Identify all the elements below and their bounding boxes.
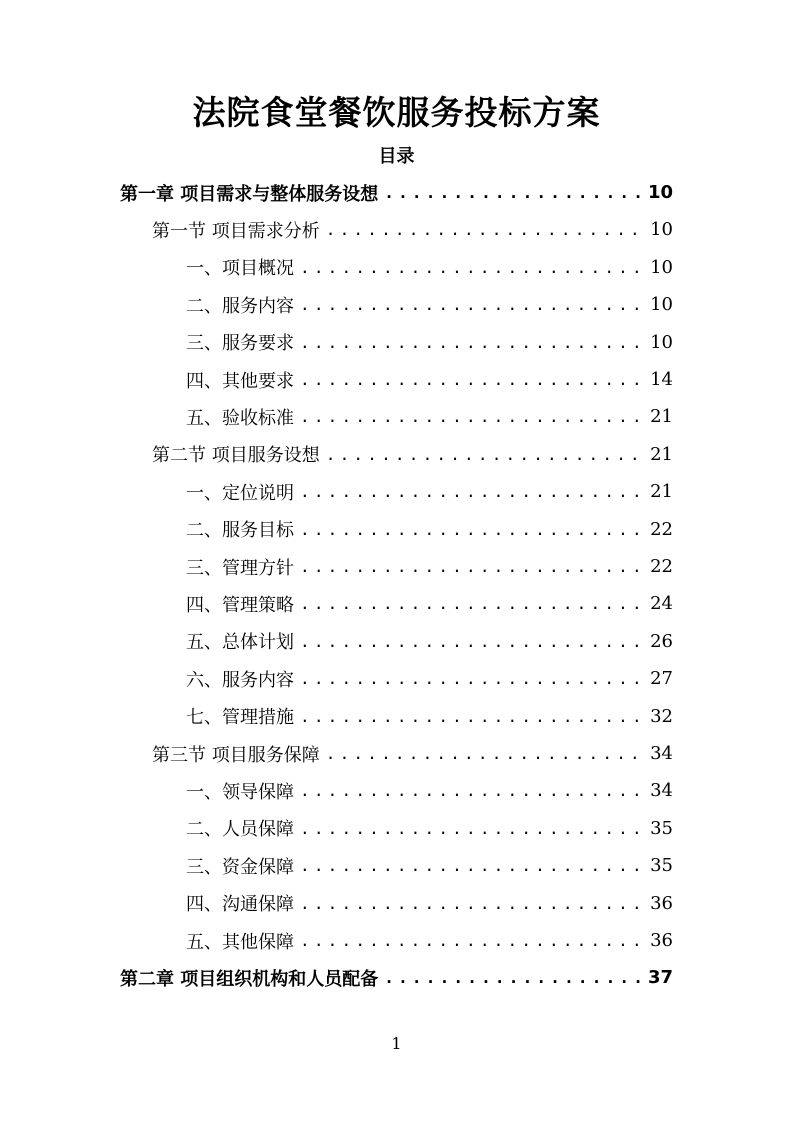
toc-entry-label: 第一章 项目需求与整体服务设想 bbox=[120, 183, 379, 205]
toc-entry-label: 五、总体计划 bbox=[186, 632, 294, 654]
toc-entry-page-number: 22 bbox=[650, 518, 673, 540]
toc-entry-label: 五、其他保障 bbox=[186, 931, 294, 953]
toc-subsection-entry[interactable] bbox=[186, 660, 673, 697]
toc-dot-leader bbox=[300, 819, 644, 838]
toc-entry-label: 六、服务内容 bbox=[186, 669, 294, 691]
toc-dot-leader bbox=[326, 220, 644, 239]
toc-chapter-entry[interactable] bbox=[120, 959, 673, 996]
toc-dot-leader bbox=[300, 931, 644, 950]
toc-subsection-entry[interactable] bbox=[186, 249, 673, 286]
toc-dot-leader bbox=[300, 520, 644, 539]
toc-subsection-entry[interactable] bbox=[186, 398, 673, 435]
toc-entry-page-number: 24 bbox=[650, 593, 673, 615]
toc-subsection-entry[interactable] bbox=[186, 847, 673, 884]
toc-entry-label: 四、其他要求 bbox=[186, 370, 294, 392]
toc-dot-leader bbox=[300, 894, 644, 913]
toc-entry-label: 四、沟通保障 bbox=[186, 894, 294, 916]
toc-entry-label: 三、资金保障 bbox=[186, 856, 294, 878]
toc-entry-label: 第二节 项目服务设想 bbox=[152, 445, 320, 467]
toc-subsection-entry[interactable] bbox=[186, 361, 673, 398]
toc-dot-leader bbox=[300, 333, 644, 352]
toc-dot-leader bbox=[300, 632, 644, 651]
toc-entry-page-number: 10 bbox=[647, 182, 673, 203]
toc-subsection-entry[interactable] bbox=[186, 885, 673, 922]
toc-entry-label: 一、领导保障 bbox=[186, 781, 294, 803]
toc-dot-leader bbox=[384, 183, 642, 202]
toc-section-entry[interactable] bbox=[152, 436, 673, 473]
toc-entry-label: 三、服务要求 bbox=[186, 333, 294, 355]
toc-subsection-entry[interactable] bbox=[186, 623, 673, 660]
toc-entry-label: 二、人员保障 bbox=[186, 819, 294, 841]
toc-entry-page-number: 27 bbox=[650, 668, 673, 690]
toc-section-entry[interactable] bbox=[152, 735, 673, 772]
toc-subsection-entry[interactable] bbox=[186, 810, 673, 847]
toc-entry-page-number: 36 bbox=[650, 892, 673, 914]
toc-entry-page-number: 34 bbox=[650, 780, 673, 802]
toc-section-entry[interactable] bbox=[152, 211, 673, 248]
toc-subsection-entry[interactable] bbox=[186, 585, 673, 622]
toc-entry-label: 一、定位说明 bbox=[186, 482, 294, 504]
toc-subsection-entry[interactable] bbox=[186, 511, 673, 548]
document-title: 法院食堂餐饮服务投标方案 bbox=[192, 93, 601, 132]
toc-entry-page-number: 34 bbox=[650, 743, 673, 764]
toc-dot-leader bbox=[300, 295, 644, 314]
toc-dot-leader bbox=[300, 407, 644, 426]
toc-chapter-entry[interactable] bbox=[120, 174, 673, 211]
page-number: 1 bbox=[391, 1034, 402, 1053]
toc-entry-page-number: 35 bbox=[650, 817, 673, 839]
toc-entry-label: 三、管理方针 bbox=[186, 557, 294, 579]
toc-subsection-entry[interactable] bbox=[186, 772, 673, 809]
toc-entry-page-number: 10 bbox=[650, 256, 673, 278]
toc-entry-page-number: 10 bbox=[650, 294, 673, 316]
toc-entry-label: 第一节 项目需求分析 bbox=[152, 220, 320, 242]
toc-entry-label: 第三节 项目服务保障 bbox=[152, 744, 320, 766]
toc-entry-label: 二、服务内容 bbox=[186, 295, 294, 317]
toc-dot-leader bbox=[300, 669, 644, 688]
toc-entry-page-number: 21 bbox=[650, 406, 673, 428]
toc-subsection-entry[interactable] bbox=[186, 698, 673, 735]
toc-dot-leader bbox=[300, 482, 644, 501]
toc-dot-leader bbox=[300, 856, 644, 875]
toc-subsection-entry[interactable] bbox=[186, 286, 673, 323]
toc-entry-label: 一、项目概况 bbox=[186, 258, 294, 280]
toc-subsection-entry[interactable] bbox=[186, 473, 673, 510]
toc-entry-label: 五、验收标准 bbox=[186, 407, 294, 429]
toc-subsection-entry[interactable] bbox=[186, 548, 673, 585]
toc-entry-page-number: 22 bbox=[650, 556, 673, 577]
toc-entry-page-number: 26 bbox=[650, 630, 673, 652]
toc-entry-page-number: 37 bbox=[647, 967, 673, 989]
toc-entry-label: 二、服务目标 bbox=[186, 520, 294, 542]
toc-entry-page-number: 10 bbox=[650, 219, 673, 241]
toc-entry-page-number: 36 bbox=[650, 930, 673, 951]
toc-entry-page-number: 14 bbox=[650, 369, 673, 390]
toc-entry-label: 七、管理措施 bbox=[186, 707, 294, 729]
toc-entry-label: 第二章 项目组织机构和人员配备 bbox=[120, 968, 379, 990]
toc-dot-leader bbox=[300, 707, 644, 726]
toc-dot-leader bbox=[384, 968, 642, 987]
toc-dot-leader bbox=[300, 557, 644, 576]
toc-dot-leader bbox=[326, 744, 644, 763]
toc-entry-page-number: 10 bbox=[650, 331, 673, 353]
toc-entry-label: 四、管理策略 bbox=[186, 594, 294, 616]
toc-heading: 目录 bbox=[378, 146, 415, 167]
toc-entry-page-number: 21 bbox=[650, 443, 673, 465]
toc-dot-leader bbox=[300, 594, 644, 613]
toc-dot-leader bbox=[300, 781, 644, 800]
toc-subsection-entry[interactable] bbox=[186, 922, 673, 959]
toc-dot-leader bbox=[300, 258, 644, 277]
toc-dot-leader bbox=[326, 445, 644, 464]
toc-dot-leader bbox=[300, 370, 644, 389]
toc-entry-page-number: 21 bbox=[650, 481, 673, 503]
toc-subsection-entry[interactable] bbox=[186, 324, 673, 361]
toc-entry-page-number: 35 bbox=[650, 855, 673, 877]
toc-entry-page-number: 32 bbox=[650, 705, 673, 727]
